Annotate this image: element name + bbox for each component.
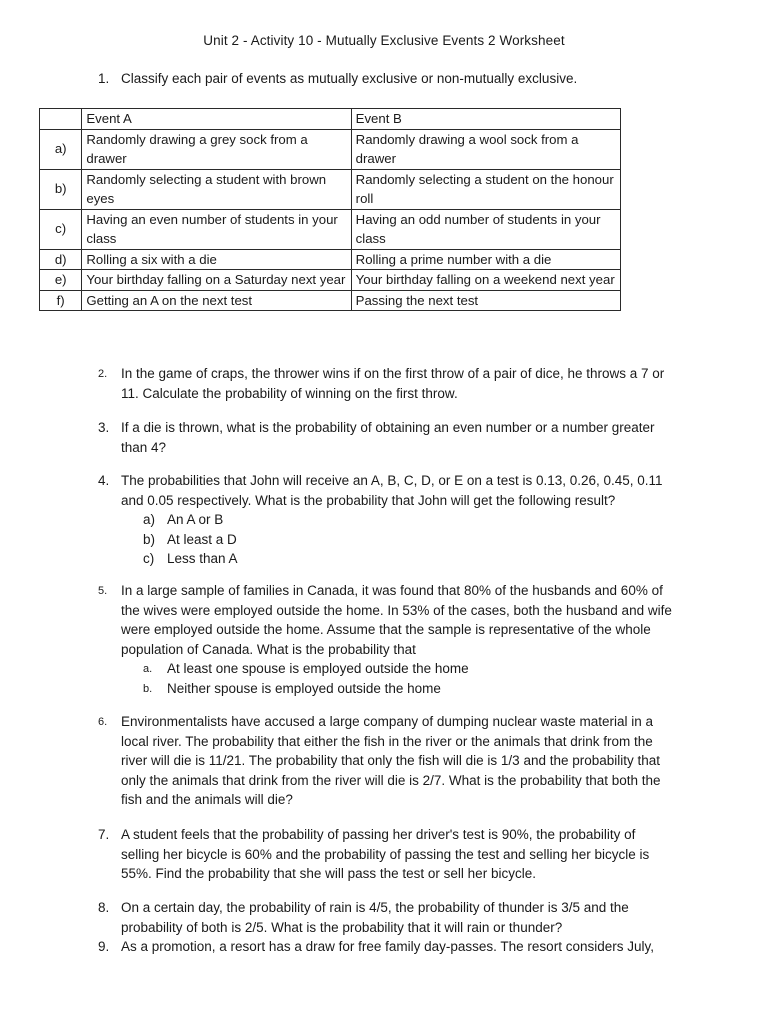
event-a-cell: Your birthday falling on a Saturday next year (82, 270, 351, 291)
table-cell (40, 109, 82, 130)
sub-question-label: b) (143, 531, 156, 547)
question-9 (98, 937, 698, 957)
header-event-a: Event A (82, 109, 351, 130)
question-number: 2. (98, 368, 108, 380)
sub-question-text: An A or B (167, 512, 224, 528)
question-text: A student feels that the probability of passing her driver's test is 90%, the probability of selling her bicycle is 60% and the probability of passing the test and selling her bicycle is 55%. Find the probability that she will pass the test or sell her bicycle. (121, 827, 650, 882)
table-header-row (40, 109, 621, 130)
question-number: 7. (98, 827, 110, 842)
question-2 (98, 364, 698, 403)
sub-question (143, 549, 698, 569)
question-text: In the game of craps, the thrower wins if on the first throw of a pair of dice, he throws a 7 or 11. Calculate the probability of winning on the first throw. (121, 366, 665, 401)
question-text: Classify each pair of events as mutually exclusive or non-mutually exclusive. (121, 71, 578, 86)
header-event-b: Event B (351, 109, 620, 130)
row-label: e) (40, 270, 82, 291)
question-number: 6. (98, 716, 108, 728)
row-label: f) (40, 290, 82, 311)
table-row (40, 249, 621, 270)
sub-question-text: Neither spouse is employed outside the home (167, 680, 441, 696)
question-text: The probabilities that John will receive an A, B, C, D, or E on a test is 0.13, 0.26, 0.45, 0.11 and 0.05 respectively. What is the probability that John will get the following result? (121, 473, 663, 508)
question-number: 9. (98, 939, 110, 954)
question-8 (98, 898, 698, 937)
event-a-cell: Randomly drawing a grey sock from a drawer (82, 129, 351, 169)
event-b-cell: Rolling a prime number with a die (351, 249, 620, 270)
event-b-cell: Randomly selecting a student on the honour roll (351, 169, 620, 209)
question-5 (98, 581, 698, 699)
sub-question-label: a) (143, 512, 156, 528)
sub-question-text: At least a D (167, 531, 237, 547)
table-row (40, 129, 621, 169)
sub-question-label: c) (143, 551, 155, 567)
question-1 (98, 71, 577, 86)
question-number: 1. (98, 71, 110, 86)
row-label: d) (40, 249, 82, 270)
events-table (39, 108, 621, 311)
event-b-cell: Randomly drawing a wool sock from a drawer (351, 129, 620, 169)
question-text: In a large sample of families in Canada, it was found that 80% of the husbands and 60% of the wives were employed outside the home. In 53% of the cases, both the husband and wife were employed outside the home. Assume that the sample is representative of the whole population of Canada. What is the probability that (121, 583, 672, 657)
page-title: Unit 2 - Activity 10 - Mutually Exclusive Events 2 Worksheet (203, 33, 565, 48)
question-number: 4. (98, 473, 110, 488)
event-b-cell: Your birthday falling on a weekend next year (351, 270, 620, 291)
table-row (40, 290, 621, 311)
sub-question (143, 530, 698, 550)
table-row (40, 169, 621, 209)
row-label: b) (40, 169, 82, 209)
event-a-cell: Having an even number of students in your class (82, 209, 351, 249)
event-a-cell: Randomly selecting a student with brown eyes (82, 169, 351, 209)
table-row (40, 270, 621, 291)
row-label: c) (40, 209, 82, 249)
question-4 (98, 471, 698, 569)
event-b-cell: Having an odd number of students in your class (351, 209, 620, 249)
sub-question-label: b. (143, 682, 153, 695)
question-text: Environmentalists have accused a large company of dumping nuclear waste material in a local river. The probability that either the fish in the river or the animals that drink from the river will die is 11/21. The probability that only the fish will die is 1/3 and the probability that only the animals that drink from the river will die is 2/7. What is the probability that both the fish and the animals will die? (121, 714, 661, 808)
question-7 (98, 825, 698, 884)
sub-question-label: a. (143, 663, 153, 676)
event-b-cell: Passing the next test (351, 290, 620, 311)
question-text: If a die is thrown, what is the probability of obtaining an even number or a number greater than 4? (121, 420, 655, 455)
question-number: 8. (98, 900, 110, 915)
question-number: 3. (98, 420, 110, 435)
question-number: 5. (98, 585, 108, 597)
question-3 (98, 418, 698, 457)
sub-question-text: At least one spouse is employed outside the home (167, 661, 469, 677)
sub-question (143, 679, 698, 699)
question-text: On a certain day, the probability of rain is 4/5, the probability of thunder is 3/5 and the probability of both is 2/5. What is the probability that it will rain or thunder? (121, 900, 629, 935)
sub-question (143, 659, 698, 679)
event-a-cell: Rolling a six with a die (82, 249, 351, 270)
event-a-cell: Getting an A on the next test (82, 290, 351, 311)
sub-question-text: Less than A (167, 551, 238, 567)
row-label: a) (40, 129, 82, 169)
table-row (40, 209, 621, 249)
question-text: As a promotion, a resort has a draw for free family day-passes. The resort considers July, (121, 939, 654, 954)
sub-question (143, 510, 698, 530)
question-6 (98, 712, 698, 810)
